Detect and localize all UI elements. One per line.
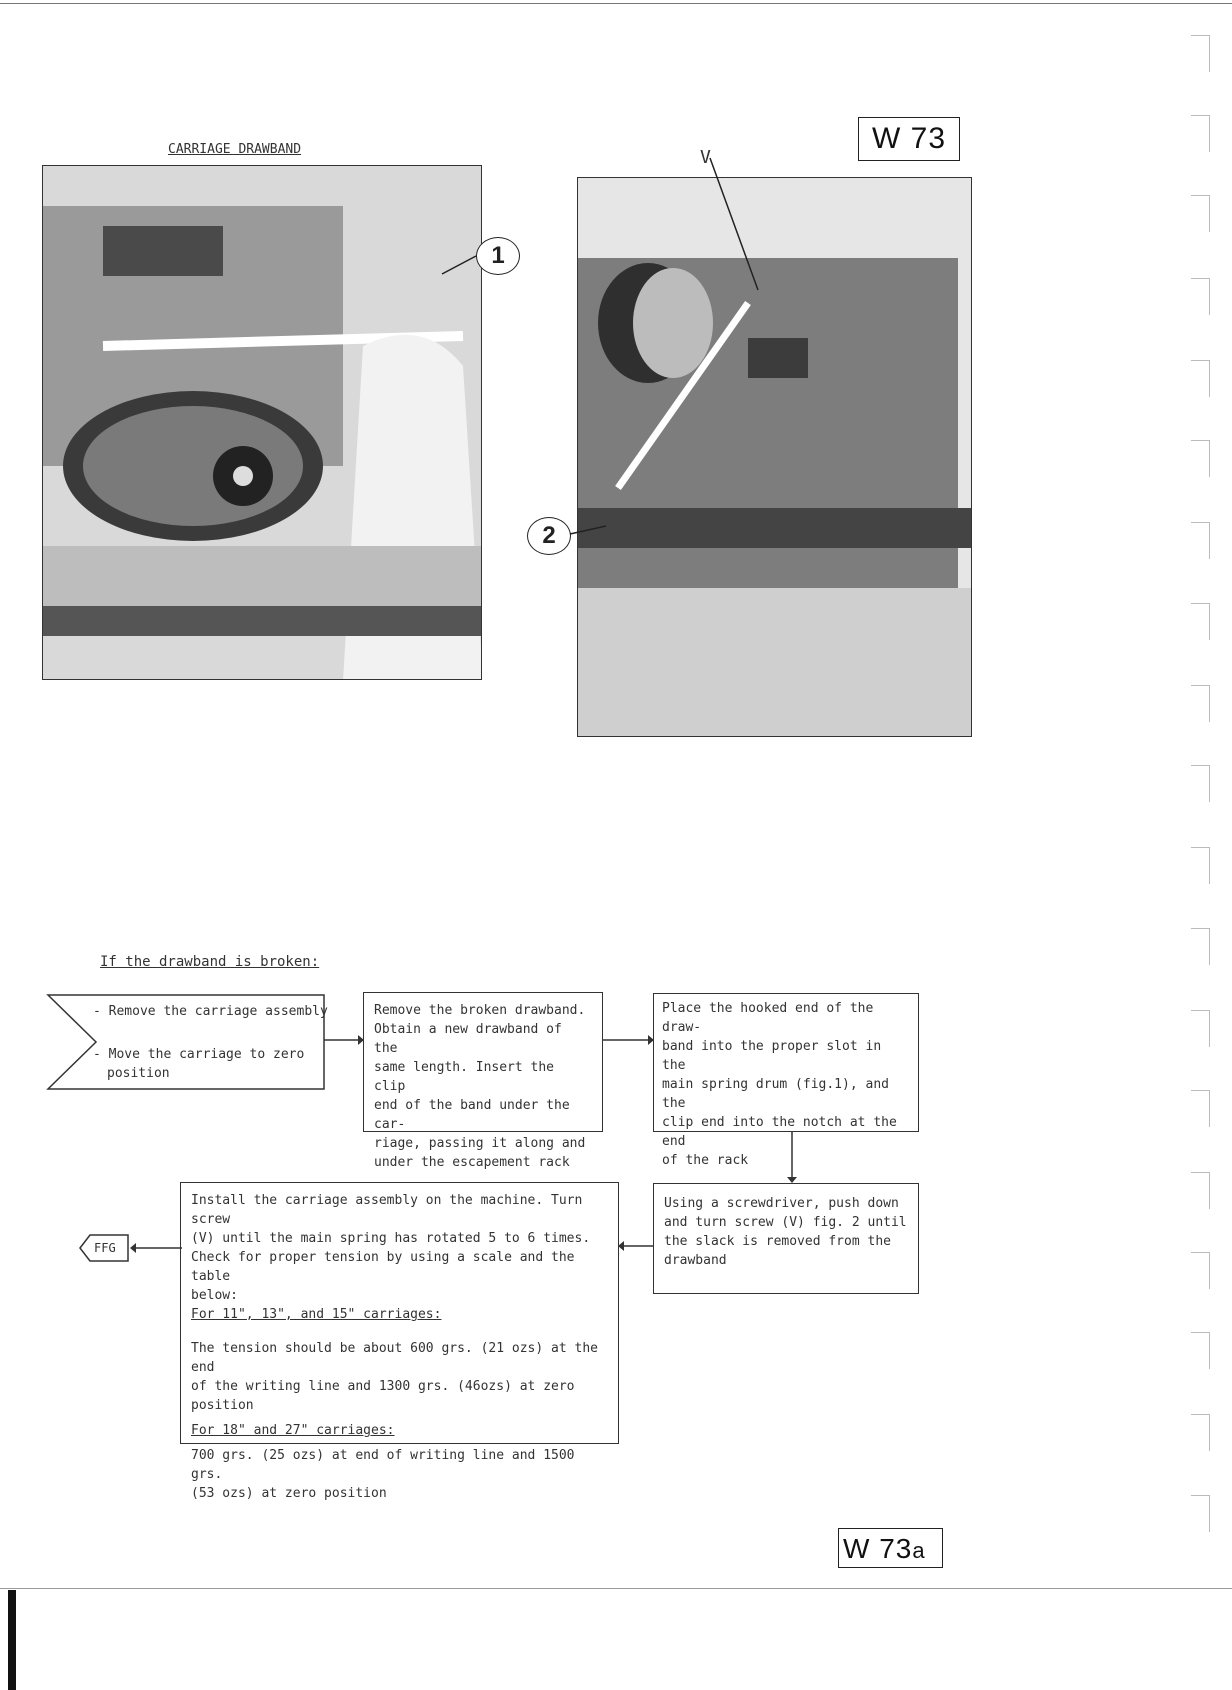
step2-line: Remove the broken drawband.	[374, 1003, 586, 1018]
section-title: CARRIAGE DRAWBAND	[168, 142, 302, 157]
figure-1-callout: 1	[476, 237, 520, 275]
arrow-step5-to-end	[130, 1240, 182, 1256]
margin-tick	[1191, 115, 1210, 152]
step-place-hooked-end	[653, 993, 919, 1168]
figure-2-photo	[577, 177, 972, 737]
figure-1-photo	[42, 165, 482, 680]
margin-tick	[1191, 603, 1210, 640]
step3-line: band into the proper slot in the	[662, 1039, 882, 1073]
scan-bottom-edge	[0, 1588, 1232, 1589]
step-turn-screw	[653, 1183, 919, 1294]
end-terminal-label: FFG	[94, 1241, 116, 1255]
margin-tick	[1191, 195, 1210, 232]
margin-tick	[1191, 1010, 1210, 1047]
scan-left-bar	[8, 1590, 16, 1690]
margin-tick	[1191, 1172, 1210, 1209]
arrow-start-to-step2	[324, 1032, 364, 1048]
margin-tick	[1191, 1414, 1210, 1451]
step5-tension-line: (53 ozs) at zero position	[191, 1486, 387, 1501]
screw-pointer	[700, 147, 770, 300]
step2-line: Obtain a new drawband of the	[374, 1022, 562, 1056]
step4-line: the slack is removed from the	[664, 1234, 891, 1249]
arrow-step4-to-step5	[618, 1238, 654, 1254]
start-step-move-cont: position	[107, 1066, 170, 1081]
margin-tick	[1191, 1495, 1210, 1532]
step3-line: clip end into the notch at the end	[662, 1115, 897, 1149]
start-step-move: - Move the carriage to zero	[93, 1047, 305, 1062]
step5-heading-small-carriages: For 11", 13", and 15" carriages:	[191, 1307, 442, 1322]
start-step-remove: - Remove the carriage assembly	[93, 1004, 328, 1019]
page-code-top: W 73	[858, 117, 960, 161]
margin-tick	[1191, 522, 1210, 559]
screw-label: V	[700, 147, 711, 168]
margin-tick	[1191, 1090, 1210, 1127]
page-code-bottom: W 73a	[838, 1528, 943, 1568]
margin-tick	[1191, 1252, 1210, 1289]
margin-tick	[1191, 928, 1210, 965]
margin-tick	[1191, 685, 1210, 722]
margin-tick	[1191, 847, 1210, 884]
step5-tension-line: The tension should be about 600 grs. (21 ozs) at the end	[191, 1341, 598, 1375]
margin-tick	[1191, 35, 1210, 72]
margin-tick	[1191, 765, 1210, 802]
step5-intro-line: (V) until the main spring has rotated 5 to 6 times.	[191, 1231, 591, 1246]
figure-2-leader-line	[568, 520, 608, 550]
step-install-and-check-tension	[180, 1182, 619, 1501]
step2-line: end of the band under the car-	[374, 1098, 570, 1132]
step2-line: under the escapement rack	[374, 1155, 570, 1170]
step5-intro-line: Check for proper tension by using a scale and the table	[191, 1250, 575, 1284]
step5-intro-line: below:	[191, 1288, 238, 1303]
scan-top-edge	[0, 3, 1232, 4]
figure-2-illustration	[578, 178, 972, 737]
step3-line: main spring drum (fig.1), and the	[662, 1077, 889, 1111]
arrow-step2-to-step3	[602, 1032, 654, 1048]
margin-tick	[1191, 1332, 1210, 1369]
margin-tick	[1191, 278, 1210, 315]
flow-condition: If the drawband is broken:	[100, 954, 320, 970]
step4-line: and turn screw (V) fig. 2 until	[664, 1215, 907, 1230]
margin-tick	[1191, 360, 1210, 397]
step-remove-broken-drawband	[363, 992, 603, 1170]
step2-line: same length. Insert the clip	[374, 1060, 555, 1094]
step4-line: drawband	[664, 1253, 727, 1268]
step3-line: Place the hooked end of the draw-	[662, 1001, 874, 1035]
step2-line: riage, passing it along and	[374, 1136, 586, 1151]
step5-heading-large-carriages: For 18" and 27" carriages:	[191, 1423, 395, 1438]
step3-line: of the rack	[662, 1153, 749, 1168]
step5-tension-line: 700 grs. (25 ozs) at end of writing line and 1500 grs.	[191, 1448, 575, 1482]
step5-intro-line: Install the carriage assembly on the machine. Turn screw	[191, 1193, 583, 1227]
margin-tick	[1191, 440, 1210, 477]
figure-2-callout: 2	[527, 517, 571, 555]
figure-1-illustration	[43, 166, 482, 680]
arrow-step3-to-step4	[784, 1131, 800, 1183]
step5-tension-line: of the writing line and 1300 grs. (46ozs) at zero position	[191, 1379, 575, 1413]
figure-1-leader-line	[440, 250, 480, 280]
step4-line: Using a screwdriver, push down	[664, 1196, 899, 1211]
